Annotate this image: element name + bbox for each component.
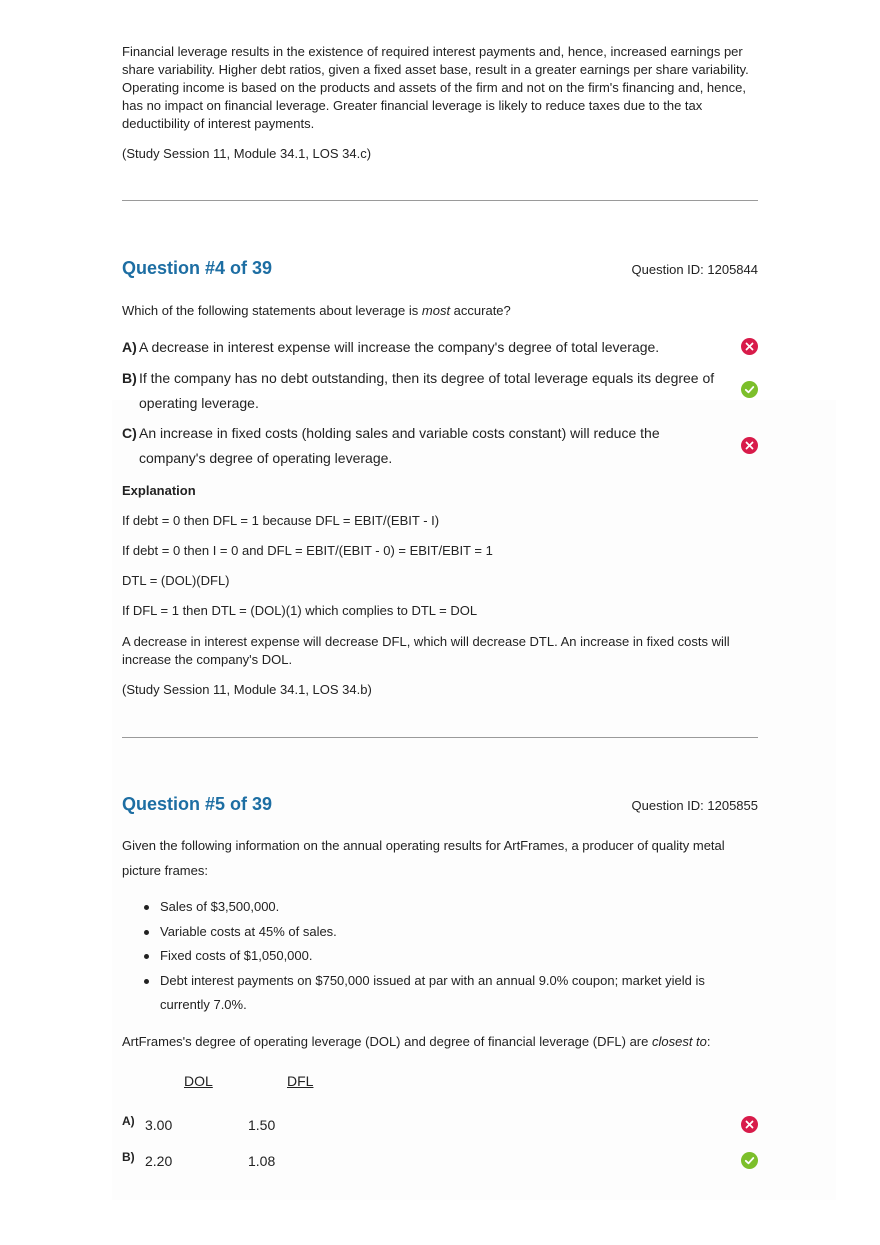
question-4-header xyxy=(122,258,758,284)
list-item xyxy=(144,944,726,969)
question-4-id: Question ID: 1205844 xyxy=(631,262,758,277)
bullet-icon xyxy=(144,979,149,984)
option-letter: A) xyxy=(122,339,137,355)
option-letter: C) xyxy=(122,425,137,441)
explanation-heading: Explanation xyxy=(122,483,196,498)
question-4-option-a[interactable] xyxy=(122,335,722,360)
option-letter: A) xyxy=(122,1114,135,1128)
question-5-id: Question ID: 1205855 xyxy=(631,798,758,813)
option-dfl-value: 1.50 xyxy=(248,1117,276,1133)
question-5-header xyxy=(122,794,758,820)
explanation-line: If debt = 0 then I = 0 and DFL = EBIT/(EBIT - 0) = EBIT/EBIT = 1 xyxy=(122,543,493,558)
option-dol-value: 2.20 xyxy=(145,1153,173,1169)
question-5-prompt: Given the following information on the annual operating results for ArtFrames, a producer of quality metal picture frames: xyxy=(122,838,725,878)
list-item-text: Sales of $3,500,000. xyxy=(160,899,280,914)
question-5-option-a[interactable] xyxy=(122,1110,722,1140)
question-5-question-end: : xyxy=(706,1034,711,1049)
question-5-title: Question #5 of 39 xyxy=(122,794,273,814)
x-circle-icon xyxy=(741,1116,758,1133)
option-text: An increase in fixed costs (holding sales and variable costs constant) will reduce the company's degree of operating leverage. xyxy=(139,425,660,466)
question-5-question xyxy=(122,1033,711,1051)
explanation-line: If debt = 0 then DFL = 1 because DFL = EBIT/(EBIT - I) xyxy=(122,513,440,528)
column-header-dol: DOL xyxy=(184,1073,213,1089)
list-item-text: Variable costs at 45% of sales. xyxy=(160,923,337,939)
question-5-question-text: ArtFrames's degree of operating leverage (DOL) and degree of financial leverage (DFL) are xyxy=(122,1034,652,1049)
bullet-icon xyxy=(144,930,149,935)
question-5-facts-list xyxy=(144,895,726,1018)
option-letter: B) xyxy=(122,1150,135,1164)
explanation-line: A decrease in interest expense will decrease DFL, which will decrease DTL. An increase in fixed costs will increase the company's DOL. xyxy=(122,634,730,667)
previous-explanation-reference: (Study Session 11, Module 34.1, LOS 34.c) xyxy=(122,146,372,161)
question-4-reference: (Study Session 11, Module 34.1, LOS 34.b) xyxy=(122,682,372,697)
question-5-question-emphasis: closest to xyxy=(651,1034,707,1049)
list-item-text: Debt interest payments on $750,000 issued at par with an annual 9.0% coupon; market yield is currently 7.0%. xyxy=(160,972,705,1012)
option-text: A decrease in interest expense will increase the company's degree of total leverage. xyxy=(139,339,660,355)
check-circle-icon xyxy=(741,381,758,398)
x-circle-icon xyxy=(741,437,758,454)
previous-explanation-paragraph: Financial leverage results in the existence of required interest payments and, hence, increased earnings per share variability. Higher debt ratios, given a fixed asset base, result in a greater earnings per share variability. Operating income is based on the products and assets of the firm and not on the firm's financing and, hence, has no impact on financial leverage. Greater financial leverage is likely to reduce taxes due to the tax deductibility of interest payments. xyxy=(122,44,749,131)
column-header-dfl: DFL xyxy=(287,1073,314,1089)
question-4-option-b[interactable] xyxy=(122,366,722,416)
question-4-title: Question #4 of 39 xyxy=(122,258,273,278)
explanation-line: If DFL = 1 then DTL = (DOL)(1) which complies to DTL = DOL xyxy=(122,603,478,618)
option-text: If the company has no debt outstanding, then its degree of total leverage equals its degree of operating leverage. xyxy=(139,370,715,411)
question-4-prompt-text: Which of the following statements about leverage is xyxy=(122,303,422,318)
question-4-prompt-emphasis: most xyxy=(421,303,451,318)
question-4-option-c[interactable] xyxy=(122,421,722,471)
question-5-option-b[interactable] xyxy=(122,1146,722,1176)
explanation-line: DTL = (DOL)(DFL) xyxy=(122,573,230,588)
question-4-prompt xyxy=(122,302,511,320)
option-dol-value: 3.00 xyxy=(145,1117,173,1133)
list-item xyxy=(144,920,726,945)
option-dfl-value: 1.08 xyxy=(248,1153,276,1169)
question-4-prompt-end: accurate? xyxy=(450,303,511,318)
option-letter: B) xyxy=(122,370,137,386)
list-item xyxy=(144,895,726,920)
list-item xyxy=(144,969,726,1018)
section-divider xyxy=(122,737,758,738)
section-divider xyxy=(122,200,758,201)
list-item-text: Fixed costs of $1,050,000. xyxy=(160,948,313,963)
bullet-icon xyxy=(144,954,149,959)
check-circle-icon xyxy=(741,1152,758,1169)
x-circle-icon xyxy=(741,338,758,355)
bullet-icon xyxy=(144,905,149,910)
